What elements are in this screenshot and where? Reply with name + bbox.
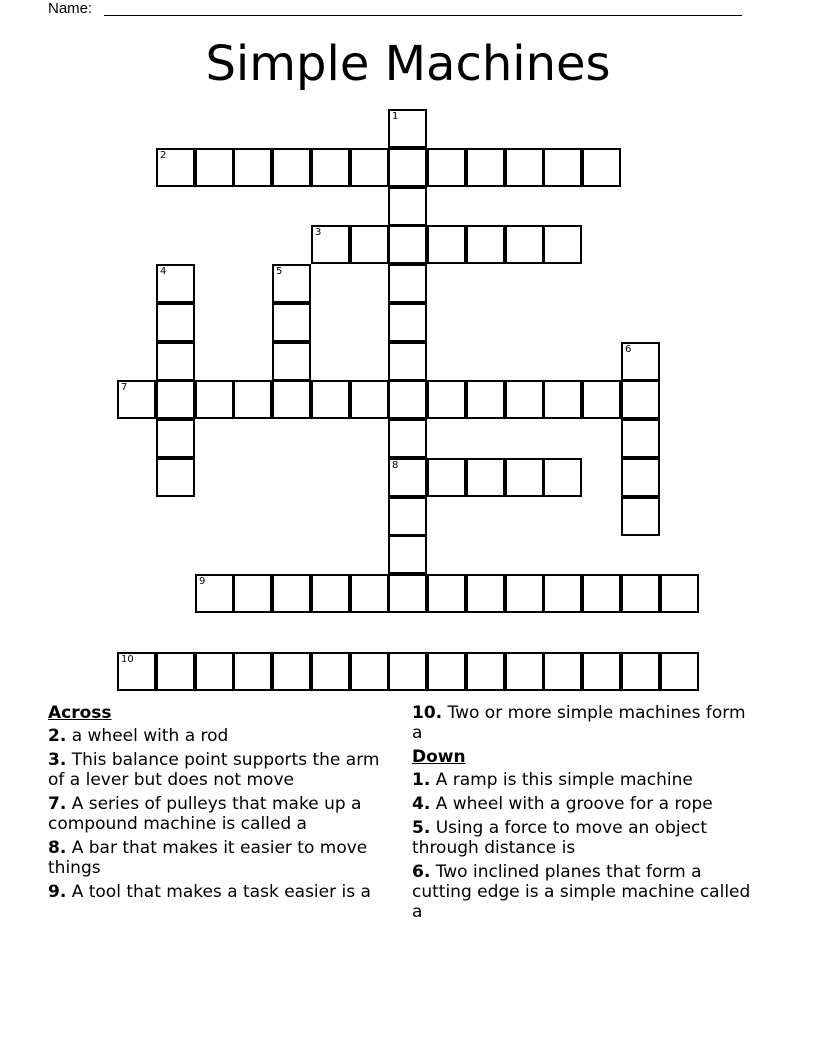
grid-cell[interactable] (582, 380, 621, 419)
grid-cell[interactable] (117, 380, 156, 419)
clues-right-column (412, 703, 758, 926)
clue-across-8 (48, 838, 388, 878)
grid-cell[interactable] (388, 225, 427, 264)
down-heading: Down (412, 747, 466, 767)
grid-cell[interactable] (543, 574, 582, 613)
clue-text: Two inclined planes that form a cutting edge is a simple machine called a (412, 862, 751, 922)
grid-cell[interactable] (466, 574, 505, 613)
cell-number: 1 (392, 111, 399, 122)
grid-cell[interactable] (660, 652, 699, 691)
grid-cell[interactable] (427, 148, 466, 187)
grid-cell[interactable] (505, 148, 544, 187)
grid-cell[interactable] (621, 458, 660, 497)
grid-cell[interactable] (388, 458, 427, 497)
grid-cell[interactable] (117, 652, 156, 691)
clue-text: Two or more simple machines form a (412, 703, 746, 743)
grid-cell[interactable] (388, 652, 427, 691)
grid-cell[interactable] (543, 225, 582, 264)
grid-cell[interactable] (505, 225, 544, 264)
clue-down-5 (412, 818, 758, 858)
grid-cell[interactable] (233, 652, 272, 691)
grid-cell[interactable] (388, 419, 427, 458)
grid-cell[interactable] (350, 380, 389, 419)
grid-cell[interactable] (388, 303, 427, 342)
grid-cell[interactable] (621, 380, 660, 419)
grid-cell[interactable] (156, 342, 195, 381)
clue-text: A wheel with a groove for a rope (435, 794, 713, 814)
clue-down-4 (412, 794, 758, 814)
grid-cell[interactable] (621, 574, 660, 613)
clue-number: 8. (48, 838, 67, 858)
grid-cell[interactable] (156, 380, 195, 419)
grid-cell[interactable] (621, 342, 660, 381)
cell-number: 9 (199, 576, 206, 587)
grid-cell[interactable] (233, 148, 272, 187)
grid-cell[interactable] (543, 380, 582, 419)
clue-number: 3. (48, 750, 67, 770)
clue-number: 4. (412, 794, 431, 814)
grid-cell[interactable] (156, 458, 195, 497)
grid-cell[interactable] (233, 380, 272, 419)
grid-cell[interactable] (195, 380, 234, 419)
clue-text: A series of pulleys that make up a compound machine is called a (48, 794, 362, 834)
grid-cell[interactable] (272, 574, 311, 613)
grid-cell[interactable] (388, 574, 427, 613)
grid-cell[interactable] (195, 148, 234, 187)
grid-cell[interactable] (505, 574, 544, 613)
grid-cell[interactable] (466, 148, 505, 187)
grid-cell[interactable] (505, 458, 544, 497)
grid-cell[interactable] (272, 342, 311, 381)
cell-number: 3 (315, 227, 322, 238)
grid-cell[interactable] (388, 264, 427, 303)
grid-cell[interactable] (388, 109, 427, 148)
clue-text: A bar that makes it easier to move things (48, 838, 368, 878)
grid-cell[interactable] (272, 264, 311, 303)
grid-cell[interactable] (388, 497, 427, 536)
cell-number: 5 (276, 266, 283, 277)
grid-cell[interactable] (156, 264, 195, 303)
grid-cell[interactable] (582, 574, 621, 613)
cell-number: 6 (625, 344, 632, 355)
grid-cell[interactable] (543, 652, 582, 691)
grid-cell[interactable] (505, 380, 544, 419)
grid-cell[interactable] (350, 225, 389, 264)
clue-number: 7. (48, 794, 67, 814)
cell-number: 10 (121, 654, 134, 665)
clue-number: 10. (412, 703, 443, 723)
clue-across-2 (48, 726, 388, 746)
grid-cell[interactable] (543, 148, 582, 187)
name-label: Name: (48, 0, 93, 17)
clue-number: 2. (48, 726, 67, 746)
grid-cell[interactable] (156, 652, 195, 691)
clue-across-9 (48, 882, 388, 902)
clue-number: 5. (412, 818, 431, 838)
clue-across-10 (412, 703, 758, 743)
grid-cell[interactable] (466, 652, 505, 691)
grid-cell[interactable] (388, 380, 427, 419)
cell-number: 2 (160, 150, 167, 161)
grid-cell[interactable] (272, 303, 311, 342)
clue-number: 9. (48, 882, 67, 902)
grid-cell[interactable] (466, 225, 505, 264)
grid-cell[interactable] (195, 574, 234, 613)
clue-text: A ramp is this simple machine (435, 770, 693, 790)
grid-cell[interactable] (543, 458, 582, 497)
grid-cell[interactable] (427, 380, 466, 419)
grid-cell[interactable] (311, 574, 350, 613)
grid-cell[interactable] (388, 535, 427, 574)
clue-down-1 (412, 770, 758, 790)
grid-cell[interactable] (427, 652, 466, 691)
cell-number: 7 (121, 382, 128, 393)
grid-cell[interactable] (427, 225, 466, 264)
grid-cell[interactable] (272, 148, 311, 187)
grid-cell[interactable] (156, 303, 195, 342)
grid-cell[interactable] (233, 574, 272, 613)
grid-cell[interactable] (621, 652, 660, 691)
grid-cell[interactable] (388, 148, 427, 187)
clue-text: a wheel with a rod (71, 726, 229, 746)
clue-number: 6. (412, 862, 431, 882)
clue-down-6 (412, 862, 758, 922)
clue-across-7 (48, 794, 388, 834)
grid-cell[interactable] (621, 497, 660, 536)
grid-cell[interactable] (272, 652, 311, 691)
grid-cell[interactable] (311, 380, 350, 419)
grid-cell[interactable] (660, 574, 699, 613)
grid-cell[interactable] (195, 652, 234, 691)
grid-cell[interactable] (582, 652, 621, 691)
cell-number: 8 (392, 460, 399, 471)
clue-across-3 (48, 750, 388, 790)
grid-cell[interactable] (466, 458, 505, 497)
grid-cell[interactable] (311, 652, 350, 691)
grid-cell[interactable] (582, 148, 621, 187)
grid-cell[interactable] (272, 380, 311, 419)
grid-cell[interactable] (350, 652, 389, 691)
grid-cell[interactable] (311, 148, 350, 187)
clue-number: 1. (412, 770, 431, 790)
page-title: Simple Machines (205, 36, 611, 92)
clue-text: A tool that makes a task easier is a (71, 882, 371, 902)
grid-cell[interactable] (427, 574, 466, 613)
grid-cell[interactable] (156, 148, 195, 187)
grid-cell[interactable] (427, 458, 466, 497)
grid-cell[interactable] (311, 225, 350, 264)
across-heading: Across (48, 703, 112, 723)
grid-cell[interactable] (388, 342, 427, 381)
cell-number: 4 (160, 266, 167, 277)
clue-text: This balance point supports the arm of a lever but does not move (48, 750, 380, 790)
clues-left-column (48, 703, 388, 906)
grid-cell[interactable] (466, 380, 505, 419)
grid-cell[interactable] (156, 419, 195, 458)
grid-cell[interactable] (621, 419, 660, 458)
grid-cell[interactable] (388, 187, 427, 226)
clue-text: Using a force to move an object through distance is (412, 818, 708, 858)
grid-cell[interactable] (350, 574, 389, 613)
grid-cell[interactable] (505, 652, 544, 691)
grid-cell[interactable] (350, 148, 389, 187)
